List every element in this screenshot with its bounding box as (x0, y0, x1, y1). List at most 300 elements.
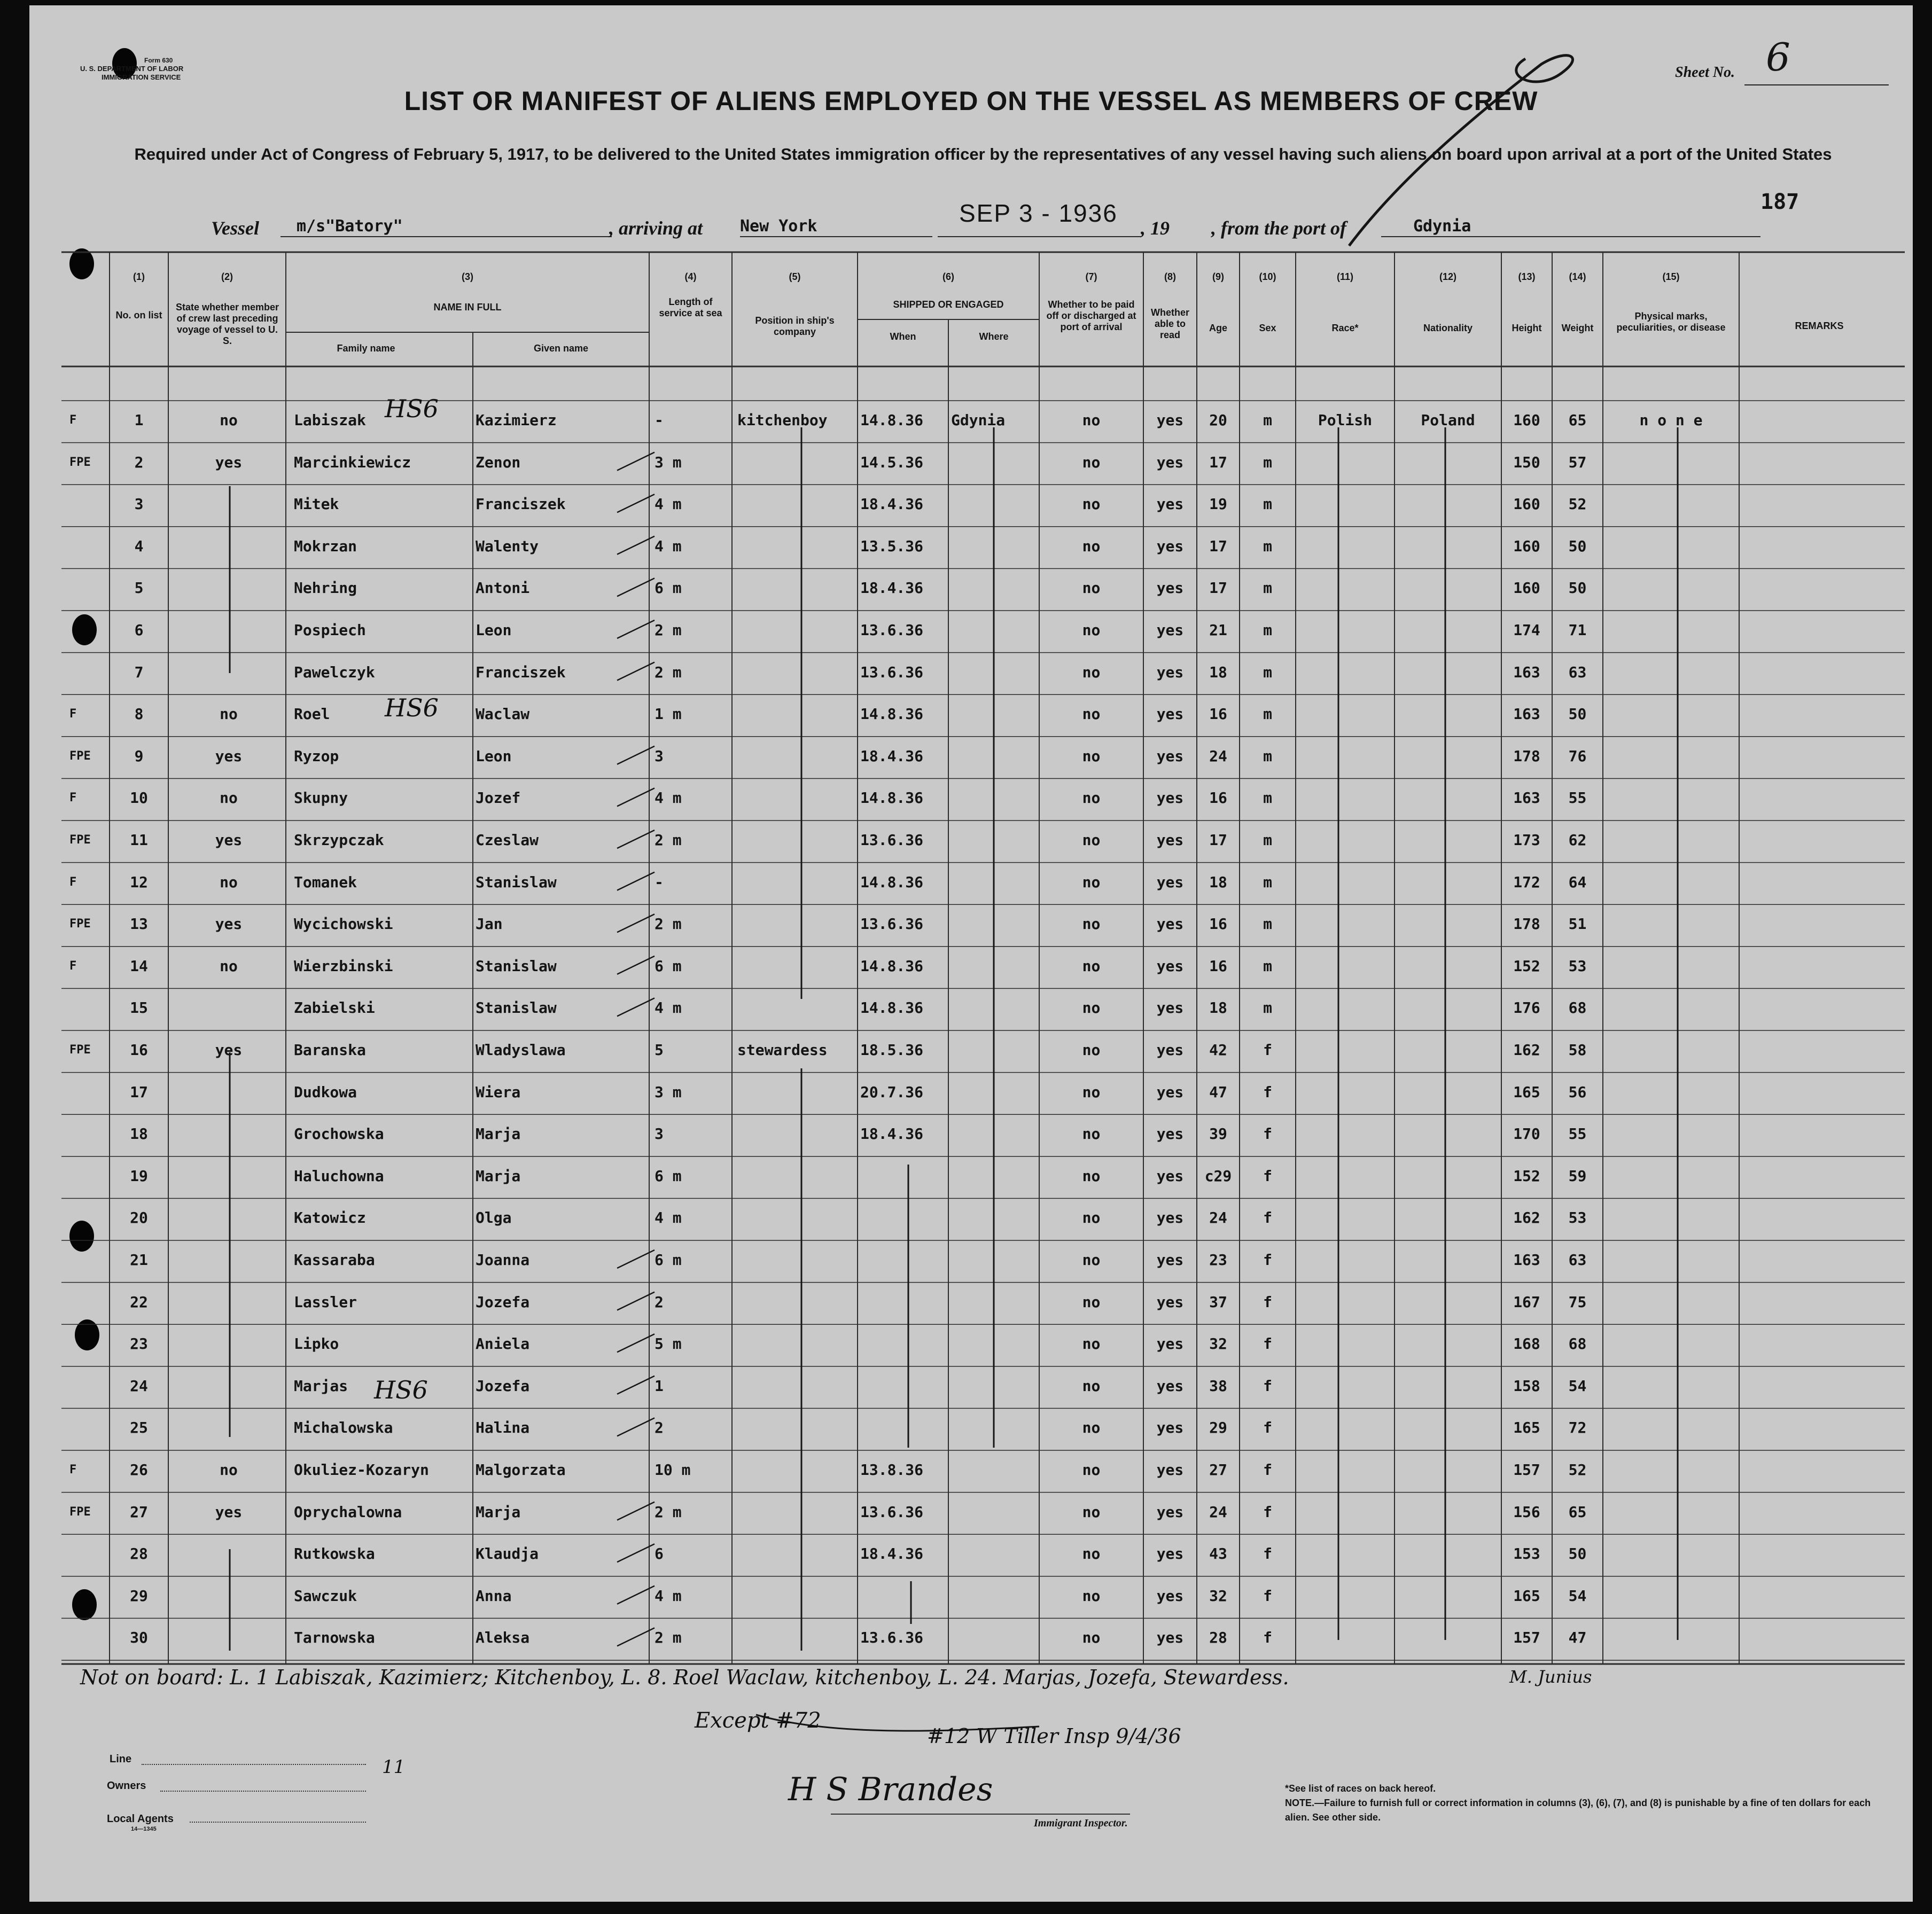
row-number: 17 (130, 1083, 148, 1101)
row-family-name: Mokrzan (294, 537, 357, 555)
row-height: 160 (1513, 495, 1540, 513)
row-number: 22 (130, 1293, 148, 1311)
row-height: 163 (1513, 663, 1540, 681)
row-service-length: 2 m (655, 915, 682, 933)
row-paid-off: no (1082, 579, 1101, 597)
row-age: 37 (1209, 1293, 1227, 1311)
inspector-signature-line (831, 1814, 1130, 1815)
col-num-11: (11) (1336, 271, 1354, 282)
table-row (29, 1283, 1913, 1325)
row-service-length: 4 m (655, 537, 682, 555)
table-row (29, 947, 1913, 989)
row-paid-off: no (1082, 1503, 1101, 1521)
row-member-last-voyage: no (220, 789, 238, 807)
row-service-length: 6 m (655, 1251, 682, 1269)
row-able-to-read: yes (1156, 1377, 1184, 1395)
row-given-name: Czeslaw (476, 831, 539, 849)
row-given-name: Jozefa (476, 1293, 530, 1311)
row-sex: m (1263, 411, 1272, 429)
row-member-last-voyage: no (220, 957, 238, 975)
row-able-to-read: yes (1156, 537, 1184, 555)
row-given-name: Jozefa (476, 1377, 530, 1395)
row-able-to-read: yes (1156, 999, 1184, 1017)
row-sex: m (1263, 999, 1272, 1017)
handwritten-inspector-note: #12 W Tiller Insp 9/4/36 (927, 1724, 1181, 1748)
row-service-length: - (655, 411, 664, 429)
row-shipped-when: 13.6.36 (860, 621, 924, 639)
row-height: 173 (1513, 831, 1540, 849)
row-paid-off: no (1082, 873, 1101, 891)
row-given-name: Marja (476, 1125, 521, 1143)
row-weight: 71 (1568, 621, 1587, 639)
row-sex: f (1263, 1587, 1272, 1605)
col-num-3: (3) (462, 271, 473, 282)
row-height: 178 (1513, 915, 1540, 933)
row-able-to-read: yes (1156, 705, 1184, 723)
row-shipped-when: 13.8.36 (860, 1461, 924, 1479)
row-sex: f (1263, 1041, 1272, 1059)
row-prefix: FPE (69, 833, 91, 847)
row-given-name: Leon (476, 747, 512, 765)
table-row (29, 863, 1913, 905)
row-race: Polish (1318, 411, 1373, 429)
row-age: 20 (1209, 411, 1227, 429)
row-number: 3 (134, 495, 144, 513)
row-shipped-when: 14.8.36 (860, 411, 924, 429)
col-header-shipped: SHIPPED OR ENGAGED (893, 299, 1004, 310)
row-family-name: Tarnowska (294, 1629, 375, 1647)
row-prefix: FPE (69, 1505, 91, 1519)
row-prefix: F (69, 413, 77, 427)
row-number: 19 (130, 1167, 148, 1185)
footer-owners-dots (160, 1791, 366, 1792)
sheet-number-value: 6 (1766, 35, 1790, 80)
row-height: 172 (1513, 873, 1540, 891)
row-given-name: Klaudja (476, 1545, 539, 1563)
row-paid-off: no (1082, 1083, 1101, 1101)
col-num-2: (2) (221, 271, 233, 282)
row-weight: 64 (1568, 873, 1587, 891)
row-family-name: Skupny (294, 789, 348, 807)
row-paid-off: no (1082, 537, 1101, 555)
row-service-length: 4 m (655, 1209, 682, 1227)
form-identifier (80, 56, 183, 82)
handwritten-hs-row-8: HS6 (385, 693, 439, 722)
row-prefix: F (69, 707, 77, 721)
row-service-length: 2 (655, 1293, 664, 1311)
table-row (29, 904, 1913, 947)
col-num-1: (1) (133, 271, 145, 282)
row-weight: 76 (1568, 747, 1587, 765)
row-able-to-read: yes (1156, 1461, 1184, 1479)
row-sex: f (1263, 1461, 1272, 1479)
row-number: 25 (130, 1419, 148, 1437)
row-height: 163 (1513, 1251, 1540, 1269)
row-sex: f (1263, 1419, 1272, 1437)
row-number: 30 (130, 1629, 148, 1647)
col-num-7: (7) (1085, 271, 1097, 282)
arrival-date-stamp: SEP 3 - 1936 (959, 199, 1118, 227)
row-height: 162 (1513, 1041, 1540, 1059)
row-paid-off: no (1082, 1587, 1101, 1605)
row-paid-off: no (1082, 663, 1101, 681)
row-height: 163 (1513, 789, 1540, 807)
row-number: 23 (130, 1335, 148, 1353)
table-row (29, 1198, 1913, 1240)
handwritten-hs-row-1: HS6 (385, 394, 439, 423)
row-weight: 52 (1568, 1461, 1587, 1479)
row-service-length: 1 (655, 1377, 664, 1395)
col-header-age: Age (1209, 323, 1227, 333)
row-number: 18 (130, 1125, 148, 1143)
row-prefix: FPE (69, 455, 91, 469)
row-weight: 65 (1568, 1503, 1587, 1521)
row-physical-marks: n o n e (1639, 411, 1703, 429)
row-age: 18 (1209, 999, 1227, 1017)
row-paid-off: no (1082, 1125, 1101, 1143)
row-number: 15 (130, 999, 148, 1017)
row-weight: 68 (1568, 1335, 1587, 1353)
row-shipped-when: 14.8.36 (860, 957, 924, 975)
row-nationality: Poland (1421, 411, 1475, 429)
col-header-weight: Weight (1561, 323, 1594, 333)
footer-line-dots (142, 1764, 366, 1765)
row-shipped-when: 13.6.36 (860, 1503, 924, 1521)
inspector-label: Immigrant Inspector. (1034, 1817, 1128, 1829)
row-number: 1 (134, 411, 144, 429)
row-paid-off: no (1082, 789, 1101, 807)
row-family-name: Haluchowna (294, 1167, 384, 1185)
from-port-value: Gdynia (1413, 217, 1471, 236)
row-paid-off: no (1082, 1629, 1101, 1647)
row-sex: m (1263, 495, 1272, 513)
col-num-12: (12) (1439, 271, 1456, 282)
col-num-15: (15) (1662, 271, 1680, 282)
row-age: 28 (1209, 1629, 1227, 1647)
row-height: 163 (1513, 705, 1540, 723)
arriving-label: , arriving at (609, 217, 703, 239)
row-shipped-when: 13.6.36 (860, 663, 924, 681)
row-service-length: 2 m (655, 663, 682, 681)
row-family-name: Michalowska (294, 1419, 393, 1437)
row-given-name: Halina (476, 1419, 530, 1437)
row-member-last-voyage: no (220, 705, 238, 723)
row-given-name: Franciszek (476, 663, 566, 681)
row-member-last-voyage: yes (215, 831, 243, 849)
row-number: 26 (130, 1461, 148, 1479)
row-service-length: 3 (655, 747, 664, 765)
department: U. S. DEPARTMENT OF LABOR (80, 65, 184, 73)
col-header-member: State whether member of crew last preceding voyage of vessel to U. S. (175, 302, 279, 346)
date-line (938, 236, 1141, 237)
row-able-to-read: yes (1156, 1293, 1184, 1311)
row-age: 21 (1209, 621, 1227, 639)
row-number: 2 (134, 453, 144, 471)
row-service-length: 6 m (655, 579, 682, 597)
row-sex: m (1263, 747, 1272, 765)
col-num-8: (8) (1164, 271, 1176, 282)
row-height: 150 (1513, 453, 1540, 471)
row-prefix: F (69, 875, 77, 889)
row-age: 17 (1209, 453, 1227, 471)
row-weight: 50 (1568, 705, 1587, 723)
footer-agents-dots (190, 1822, 366, 1823)
row-family-name: Mitek (294, 495, 339, 513)
row-service-length: - (655, 873, 664, 891)
col-header-nationality: Nationality (1423, 323, 1473, 333)
row-member-last-voyage: no (220, 1461, 238, 1479)
row-paid-off: no (1082, 453, 1101, 471)
col-header-given: Given name (533, 343, 589, 354)
page-title: LIST OR MANIFEST OF ALIENS EMPLOYED ON THE VESSEL AS MEMBERS OF CREW (404, 86, 1538, 116)
table-row (29, 1030, 1913, 1073)
table-row (29, 1618, 1913, 1660)
row-shipped-where: Gdynia (951, 411, 1006, 429)
sheet-number-line (1744, 84, 1889, 85)
row-weight: 63 (1568, 1251, 1587, 1269)
row-able-to-read: yes (1156, 873, 1184, 891)
row-weight: 53 (1568, 1209, 1587, 1227)
row-shipped-when: 14.8.36 (860, 999, 924, 1017)
table-row (29, 694, 1913, 737)
handwritten-hs-row-24: HS6 (374, 1376, 428, 1404)
row-weight: 63 (1568, 663, 1587, 681)
row-family-name: Labiszak (294, 411, 366, 429)
row-member-last-voyage: yes (215, 1041, 243, 1059)
col-header-when: When (890, 331, 916, 342)
vessel-value: m/s"Batory" (297, 217, 403, 236)
row-weight: 53 (1568, 957, 1587, 975)
fine-note: NOTE.—Failure to furnish full or correct information in columns (3), (6), (7), and (8) is punishable by a fine of ten dollars for each alien. See other side. (1285, 1798, 1871, 1823)
col-num-13: (13) (1518, 271, 1536, 282)
row-age: 29 (1209, 1419, 1227, 1437)
row-number: 11 (130, 831, 148, 849)
row-number: 27 (130, 1503, 148, 1521)
row-shipped-when: 13.6.36 (860, 1629, 924, 1647)
row-height: 165 (1513, 1587, 1540, 1605)
from-port-label: , from the port of (1211, 217, 1347, 239)
row-member-last-voyage: yes (215, 915, 243, 933)
row-height: 174 (1513, 621, 1540, 639)
col-num-4: (4) (684, 271, 697, 282)
handwritten-except: Except #72 (695, 1708, 821, 1733)
row-age: 39 (1209, 1125, 1227, 1143)
row-service-length: 6 m (655, 1167, 682, 1185)
row-paid-off: no (1082, 1209, 1101, 1227)
row-service-length: 2 m (655, 1503, 682, 1521)
row-shipped-when: 13.6.36 (860, 831, 924, 849)
row-weight: 75 (1568, 1293, 1587, 1311)
col-header-paid-off: Whether to be paid off or discharged at port of arrival (1046, 299, 1136, 332)
table-row (29, 1576, 1913, 1619)
row-age: 24 (1209, 747, 1227, 765)
row-paid-off: no (1082, 1461, 1101, 1479)
arriving-value: New York (740, 217, 817, 236)
row-number: 7 (134, 663, 144, 681)
table-row (29, 1240, 1913, 1283)
row-number: 28 (130, 1545, 148, 1563)
row-sex: m (1263, 873, 1272, 891)
row-family-name: Oprychalowna (294, 1503, 402, 1521)
row-weight: 59 (1568, 1167, 1587, 1185)
row-family-name: Lassler (294, 1293, 357, 1311)
col-num-10: (10) (1259, 271, 1276, 282)
row-able-to-read: yes (1156, 1167, 1184, 1185)
table-row (29, 1493, 1913, 1535)
table-row (29, 737, 1913, 779)
handwritten-initials: M. Junius (1509, 1667, 1592, 1687)
table-row (29, 1366, 1913, 1409)
row-shipped-when: 18.4.36 (860, 747, 924, 765)
row-service-length: 3 (655, 1125, 664, 1143)
table-row (29, 443, 1913, 485)
row-able-to-read: yes (1156, 453, 1184, 471)
table-row (29, 821, 1913, 863)
table-row (29, 1324, 1913, 1366)
row-able-to-read: yes (1156, 915, 1184, 933)
row-prefix: F (69, 959, 77, 973)
row-service-length: 2 (655, 1419, 664, 1437)
row-age: 16 (1209, 705, 1227, 723)
table-row (29, 1073, 1913, 1115)
handwritten-line-value: 11 (382, 1756, 406, 1778)
row-given-name: Aleksa (476, 1629, 530, 1647)
row-family-name: Marcinkiewicz (294, 453, 411, 471)
handwritten-not-on-board: Not on board: L. 1 Labiszak, Kazimierz; Kitchenboy, L. 8. Roel Waclaw, kitchenboy, L. 24. Marjas, Jozefa, Stewardess. (80, 1666, 1289, 1689)
row-number: 10 (130, 789, 148, 807)
row-height: 156 (1513, 1503, 1540, 1521)
row-weight: 68 (1568, 999, 1587, 1017)
sheet-number-label: Sheet No. (1675, 64, 1735, 81)
row-weight: 58 (1568, 1041, 1587, 1059)
row-given-name: Stanislaw (476, 957, 557, 975)
row-age: 47 (1209, 1083, 1227, 1101)
row-service-length: 2 m (655, 621, 682, 639)
footer-owners-label: Owners (107, 1780, 146, 1792)
row-sex: m (1263, 705, 1272, 723)
row-able-to-read: yes (1156, 1503, 1184, 1521)
row-age: 32 (1209, 1335, 1227, 1353)
row-given-name: Joanna (476, 1251, 530, 1269)
row-number: 8 (134, 705, 144, 723)
row-sex: f (1263, 1545, 1272, 1563)
row-paid-off: no (1082, 1419, 1101, 1437)
row-number: 20 (130, 1209, 148, 1227)
row-given-name: Malgorzata (476, 1461, 566, 1479)
row-family-name: Pospiech (294, 621, 366, 639)
row-service-length: 6 (655, 1545, 664, 1563)
row-service-length: 2 m (655, 831, 682, 849)
row-age: 42 (1209, 1041, 1227, 1059)
row-given-name: Jozef (476, 789, 521, 807)
row-given-name: Wladyslawa (476, 1041, 566, 1059)
manifest-sheet (29, 5, 1913, 1902)
col-header-service: Length of service at sea (659, 296, 722, 318)
row-service-length: 10 m (655, 1461, 691, 1479)
row-weight: 50 (1568, 1545, 1587, 1563)
row-number: 13 (130, 915, 148, 933)
row-height: 165 (1513, 1083, 1540, 1101)
row-paid-off: no (1082, 999, 1101, 1017)
col-header-height: Height (1512, 323, 1542, 333)
row-height: 176 (1513, 999, 1540, 1017)
row-sex: f (1263, 1629, 1272, 1647)
row-sex: m (1263, 789, 1272, 807)
row-age: 17 (1209, 579, 1227, 597)
row-height: 160 (1513, 579, 1540, 597)
table-row (29, 611, 1913, 653)
row-family-name: Dudkowa (294, 1083, 357, 1101)
row-service-length: 5 m (655, 1335, 682, 1353)
row-family-name: Baranska (294, 1041, 366, 1059)
row-height: 158 (1513, 1377, 1540, 1395)
row-able-to-read: yes (1156, 1251, 1184, 1269)
page-subtitle: Required under Act of Congress of February 5, 1917, to be delivered to the United States immigration officer by the representatives of any vessel having such aliens on board upon arrival at a port of the United States (134, 145, 1832, 163)
row-height: 157 (1513, 1461, 1540, 1479)
row-shipped-when: 14.8.36 (860, 789, 924, 807)
row-number: 21 (130, 1251, 148, 1269)
row-shipped-when: 14.8.36 (860, 873, 924, 891)
row-able-to-read: yes (1156, 579, 1184, 597)
row-shipped-when: 14.5.36 (860, 453, 924, 471)
row-number: 6 (134, 621, 144, 639)
row-able-to-read: yes (1156, 663, 1184, 681)
row-service-length: 3 m (655, 453, 682, 471)
row-age: 18 (1209, 663, 1227, 681)
row-service-length: 2 m (655, 1629, 682, 1647)
row-paid-off: no (1082, 1335, 1101, 1353)
row-family-name: Pawelczyk (294, 663, 375, 681)
row-age: 23 (1209, 1251, 1227, 1269)
row-age: 24 (1209, 1503, 1227, 1521)
form-number: Form 630 (144, 57, 173, 64)
row-age: 17 (1209, 831, 1227, 849)
col-header-family: Family name (337, 343, 395, 354)
row-number: 24 (130, 1377, 148, 1395)
row-weight: 55 (1568, 789, 1587, 807)
row-height: 162 (1513, 1209, 1540, 1227)
row-paid-off: no (1082, 1167, 1101, 1185)
row-weight: 65 (1568, 411, 1587, 429)
row-age: 18 (1209, 873, 1227, 891)
footer-line-label: Line (110, 1753, 132, 1765)
row-paid-off: no (1082, 495, 1101, 513)
row-sex: m (1263, 621, 1272, 639)
row-given-name: Franciszek (476, 495, 566, 513)
row-position: kitchenboy (737, 411, 828, 429)
races-note: *See list of races on back hereof. (1285, 1783, 1436, 1794)
row-number: 9 (134, 747, 144, 765)
row-weight: 56 (1568, 1083, 1587, 1101)
col-header-physical-marks: Physical marks, peculiarities, or disease (1616, 311, 1726, 333)
row-age: c29 (1204, 1167, 1232, 1185)
row-weight: 54 (1568, 1587, 1587, 1605)
row-height: 160 (1513, 411, 1540, 429)
row-shipped-when: 13.6.36 (860, 915, 924, 933)
row-shipped-when: 18.4.36 (860, 579, 924, 597)
row-paid-off: no (1082, 705, 1101, 723)
row-sex: m (1263, 537, 1272, 555)
row-age: 16 (1209, 789, 1227, 807)
col-header-sex: Sex (1259, 323, 1276, 333)
table-row (29, 653, 1913, 695)
row-family-name: Kassaraba (294, 1251, 375, 1269)
row-paid-off: no (1082, 1041, 1101, 1059)
row-family-name: Nehring (294, 579, 357, 597)
row-service-length: 4 m (655, 1587, 682, 1605)
row-family-name: Roel (294, 705, 330, 723)
row-given-name: Anna (476, 1587, 512, 1605)
